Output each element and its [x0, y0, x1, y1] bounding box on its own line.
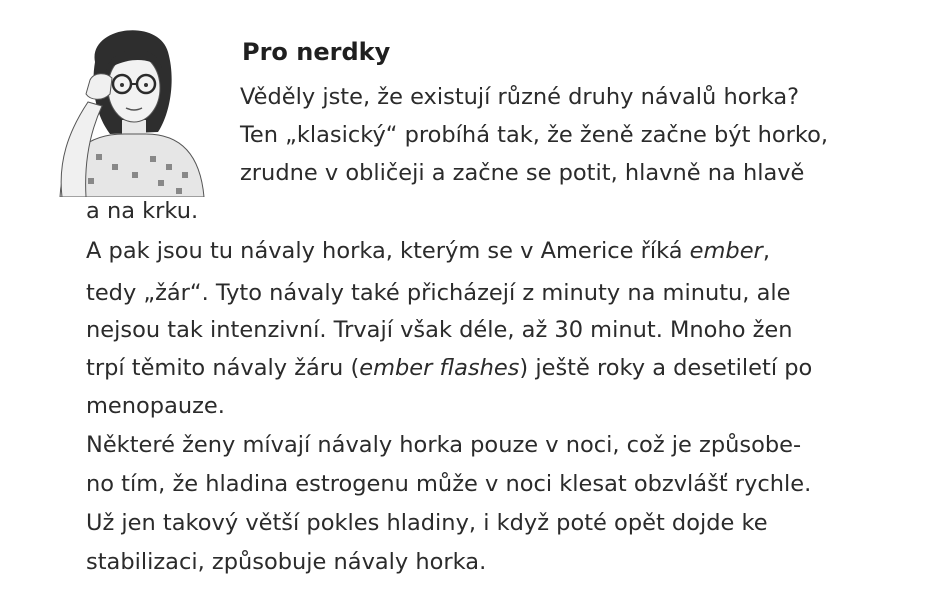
text-line: no tím, že hladina estrogenu může v noci klesat obzvlášť rychle. [86, 471, 812, 497]
text-run: ) ještě roky a desetiletí po [519, 355, 813, 381]
box-heading: Pro nerdky [242, 38, 391, 66]
text-line: Některé ženy mívají návaly horka pouze v noci, což je způsobe- [86, 432, 802, 458]
woman-with-glasses-illustration [40, 22, 210, 197]
text-line: nejsou tak intenzivní. Trvají však déle, až 30 minut. Mnoho žen [86, 317, 793, 343]
text-line [86, 357, 812, 380]
text-line: Už jen takový větší pokles hladiny, i když poté opět dojde ke [86, 510, 768, 536]
text-run: trpí těmito návaly žáru ( [86, 355, 360, 381]
text-line: Ten „klasický“ probíhá tak, že ženě začne být horko, [240, 122, 829, 148]
text-run: , [762, 238, 770, 264]
text-line: a na krku. [86, 198, 199, 224]
emphasis-term: ember [689, 238, 763, 264]
text-line: tedy „žár“. Tyto návaly také přicházejí z minuty na minutu, ale [86, 280, 791, 306]
text-line: Věděly jste, že existují různé druhy návalů horka? [240, 84, 800, 110]
text-run: A pak jsou tu návaly horka, kterým se v Americe říká [86, 238, 690, 264]
text-line: stabilizaci, způsobuje návaly horka. [86, 549, 487, 575]
text-line: menopauze. [86, 393, 225, 419]
text-line: zrudne v obličeji a začne se potit, hlavně na hlavě [240, 160, 805, 186]
emphasis-term: ember flashes [359, 355, 520, 381]
text-line [86, 240, 770, 263]
